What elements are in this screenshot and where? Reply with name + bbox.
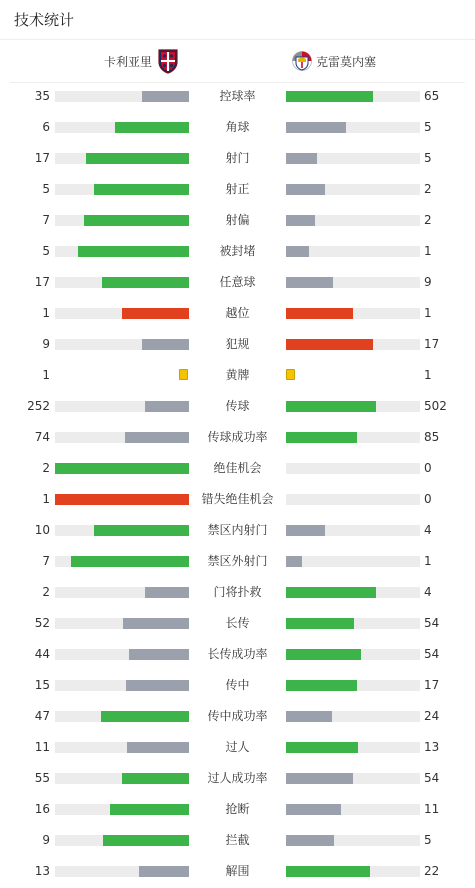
- away-bar-track: [286, 618, 420, 629]
- away-value: 54: [424, 616, 440, 630]
- home-bar-fill: [145, 401, 189, 412]
- away-bar-fill: [286, 866, 370, 877]
- stat-label: 任意球: [219, 275, 256, 289]
- home-bar-track: [55, 153, 189, 164]
- stat-label: 过人: [225, 740, 250, 754]
- away-bar-fill: [286, 556, 302, 567]
- home-bar-fill: [84, 215, 189, 226]
- home-value: 1: [42, 306, 50, 320]
- home-bar-fill: [102, 277, 189, 288]
- home-bar-fill: [86, 153, 189, 164]
- home-bar-track: [55, 649, 189, 660]
- home-bar-fill: [139, 866, 189, 877]
- home-bar-track: [55, 215, 189, 226]
- away-value: 65: [424, 89, 440, 103]
- away-bar-fill: [286, 587, 376, 598]
- away-team-name: 克雷莫内塞: [316, 54, 377, 69]
- away-value: 11: [424, 802, 440, 816]
- stat-row-shots-on-target: [0, 174, 475, 205]
- stat-label: 射门: [225, 151, 250, 165]
- away-bar-fill: [286, 308, 353, 319]
- away-bar-fill: [286, 122, 346, 133]
- home-bar-track: [55, 587, 189, 598]
- home-bar-fill: [78, 246, 189, 257]
- stat-row-offsides: [0, 298, 475, 329]
- away-bar-fill: [286, 215, 315, 226]
- home-value: 47: [34, 709, 50, 723]
- home-bar-fill: [123, 618, 189, 629]
- away-bar-track: [286, 246, 420, 257]
- home-bar-track: [55, 246, 189, 257]
- away-bar-fill: [286, 680, 357, 691]
- away-value: 4: [424, 585, 432, 599]
- stat-label: 禁区外射门: [207, 554, 268, 568]
- stat-label: 被封堵: [219, 244, 256, 258]
- home-value: 1: [42, 368, 50, 382]
- away-bar-fill: [286, 184, 325, 195]
- away-bar-fill: [286, 711, 332, 722]
- away-value: 22: [424, 864, 440, 878]
- stat-label: 过人成功率: [207, 771, 268, 785]
- away-value: 17: [424, 678, 440, 692]
- home-value: 55: [34, 771, 50, 785]
- away-value: 1: [424, 368, 432, 382]
- away-bar-track: [286, 680, 420, 691]
- away-bar-track: [286, 525, 420, 536]
- stat-row-clearances: [0, 856, 475, 887]
- home-value: 44: [34, 647, 50, 661]
- away-value: 4: [424, 523, 432, 537]
- stat-row-blocked: [0, 236, 475, 267]
- home-yellow-card-icon: [179, 369, 188, 380]
- home-value: 17: [34, 151, 50, 165]
- away-bar-track: [286, 91, 420, 102]
- home-bar-track: [55, 804, 189, 815]
- stat-row-big-chances-missed: [0, 484, 475, 515]
- home-bar-track: [55, 277, 189, 288]
- away-bar-track: [286, 277, 420, 288]
- away-value: 0: [424, 492, 432, 506]
- stat-label: 抢断: [225, 802, 250, 816]
- stat-label: 越位: [225, 306, 250, 320]
- home-bar-fill: [122, 308, 189, 319]
- away-bar-track: [286, 184, 420, 195]
- stat-row-free-kicks: [0, 267, 475, 298]
- stat-label: 角球: [225, 120, 250, 134]
- away-value: 2: [424, 213, 432, 227]
- stat-label: 控球率: [219, 89, 256, 103]
- away-bar-track: [286, 494, 420, 505]
- home-bar-track: [55, 339, 189, 350]
- page-title: 技术统计: [14, 11, 75, 29]
- away-value: 2: [424, 182, 432, 196]
- away-value: 17: [424, 337, 440, 351]
- home-bar-fill: [127, 742, 189, 753]
- home-bar-track: [55, 308, 189, 319]
- teams-header: [10, 40, 465, 83]
- stat-row-pass-accuracy: [0, 422, 475, 453]
- home-bar-fill: [122, 773, 189, 784]
- away-value: 0: [424, 461, 432, 475]
- page-header: [0, 0, 475, 40]
- stat-row-shots-off-target: [0, 205, 475, 236]
- stat-row-shots-outside-box: [0, 546, 475, 577]
- away-bar-track: [286, 463, 420, 474]
- home-bar-track: [55, 618, 189, 629]
- away-value: 5: [424, 151, 432, 165]
- home-value: 52: [34, 616, 50, 630]
- away-bar-fill: [286, 804, 341, 815]
- away-bar-track: [286, 432, 420, 443]
- away-bar-fill: [286, 742, 358, 753]
- home-bar-track: [55, 773, 189, 784]
- away-bar-track: [286, 866, 420, 877]
- home-value: 16: [34, 802, 50, 816]
- away-bar-fill: [286, 835, 334, 846]
- stat-label: 传球: [225, 399, 250, 413]
- away-value: 5: [424, 833, 432, 847]
- away-bar-fill: [286, 649, 361, 660]
- stat-label: 绝佳机会: [213, 461, 262, 475]
- home-bar-fill: [142, 339, 189, 350]
- home-bar-fill: [126, 680, 189, 691]
- stat-row-crosses: [0, 670, 475, 701]
- home-bar-track: [55, 463, 189, 474]
- home-value: 9: [42, 337, 50, 351]
- home-value: 6: [42, 120, 50, 134]
- home-bar-fill: [55, 494, 189, 505]
- away-value: 54: [424, 771, 440, 785]
- away-bar-track: [286, 215, 420, 226]
- home-value: 10: [34, 523, 50, 537]
- away-bar-fill: [286, 401, 376, 412]
- away-value: 502: [424, 399, 447, 413]
- stat-label: 错失绝佳机会: [201, 492, 274, 506]
- stat-label: 长传: [225, 616, 250, 630]
- away-bar-fill: [286, 277, 333, 288]
- cremonese-crest-icon: [292, 48, 312, 74]
- stat-row-shots: [0, 143, 475, 174]
- stat-row-big-chances: [0, 453, 475, 484]
- stat-row-yellow-cards: [0, 360, 475, 391]
- home-value: 13: [34, 864, 50, 878]
- stat-row-long-balls: [0, 608, 475, 639]
- away-bar-track: [286, 308, 420, 319]
- away-bar-track: [286, 587, 420, 598]
- away-bar-fill: [286, 339, 373, 350]
- stat-label: 黄牌: [225, 368, 250, 382]
- home-value: 9: [42, 833, 50, 847]
- home-bar-fill: [142, 91, 189, 102]
- home-value: 2: [42, 461, 50, 475]
- stat-label: 传中: [225, 678, 250, 692]
- home-value: 15: [34, 678, 50, 692]
- home-team[interactable]: [104, 40, 178, 82]
- home-bar-track: [55, 525, 189, 536]
- away-bar-track: [286, 401, 420, 412]
- away-value: 1: [424, 306, 432, 320]
- home-bar-track: [55, 680, 189, 691]
- stat-label: 传中成功率: [207, 709, 268, 723]
- away-value: 9: [424, 275, 432, 289]
- home-value: 1: [42, 492, 50, 506]
- home-bar-fill: [145, 587, 189, 598]
- stat-row-dribbles: [0, 732, 475, 763]
- home-value: 252: [27, 399, 50, 413]
- home-bar-track: [55, 866, 189, 877]
- home-value: 5: [42, 244, 50, 258]
- stat-label: 长传成功率: [207, 647, 268, 661]
- home-bar-track: [55, 184, 189, 195]
- away-value: 1: [424, 244, 432, 258]
- stat-label: 犯规: [225, 337, 250, 351]
- home-value: 17: [34, 275, 50, 289]
- stat-label: 门将扑救: [213, 585, 262, 599]
- stat-label: 射正: [225, 182, 250, 196]
- home-value: 35: [34, 89, 50, 103]
- home-bar-track: [55, 711, 189, 722]
- stat-row-passes: [0, 391, 475, 422]
- away-bar-fill: [286, 153, 317, 164]
- home-bar-track: [55, 432, 189, 443]
- home-value: 7: [42, 213, 50, 227]
- away-value: 54: [424, 647, 440, 661]
- away-bar-fill: [286, 432, 357, 443]
- away-bar-track: [286, 742, 420, 753]
- away-bar-track: [286, 649, 420, 660]
- home-value: 5: [42, 182, 50, 196]
- home-bar-track: [55, 556, 189, 567]
- home-bar-fill: [94, 184, 189, 195]
- stat-row-saves: [0, 577, 475, 608]
- stat-row-cross-accuracy: [0, 701, 475, 732]
- home-bar-fill: [55, 463, 189, 474]
- away-yellow-card-icon: [286, 369, 295, 380]
- stat-label: 禁区内射门: [207, 523, 268, 537]
- cagliari-crest-icon: [158, 48, 178, 74]
- away-bar-track: [286, 556, 420, 567]
- away-bar-track: [286, 339, 420, 350]
- home-bar-fill: [94, 525, 189, 536]
- away-bar-track: [286, 835, 420, 846]
- home-bar-fill: [125, 432, 189, 443]
- home-bar-fill: [115, 122, 189, 133]
- home-bar-fill: [71, 556, 189, 567]
- away-value: 24: [424, 709, 440, 723]
- stat-label: 传球成功率: [207, 430, 268, 444]
- home-value: 2: [42, 585, 50, 599]
- home-bar-fill: [103, 835, 189, 846]
- home-bar-track: [55, 122, 189, 133]
- stat-label: 射偏: [225, 213, 250, 227]
- away-bar-track: [286, 804, 420, 815]
- away-bar-fill: [286, 525, 325, 536]
- home-bar-track: [55, 742, 189, 753]
- away-bar-track: [286, 711, 420, 722]
- stat-label: 拦截: [225, 833, 250, 847]
- away-bar-fill: [286, 618, 354, 629]
- stat-row-possession: [0, 81, 475, 112]
- home-bar-track: [55, 835, 189, 846]
- away-bar-fill: [286, 91, 373, 102]
- home-value: 11: [34, 740, 50, 754]
- stat-label: 解围: [225, 864, 250, 878]
- home-bar-track: [55, 401, 189, 412]
- away-bar-track: [286, 122, 420, 133]
- home-bar-fill: [110, 804, 189, 815]
- away-value: 5: [424, 120, 432, 134]
- stat-row-long-ball-accuracy: [0, 639, 475, 670]
- away-value: 85: [424, 430, 440, 444]
- home-team-name: 卡利亚里: [103, 54, 152, 69]
- away-bar-track: [286, 773, 420, 784]
- stat-row-dribble-success: [0, 763, 475, 794]
- stat-row-tackles: [0, 794, 475, 825]
- away-value: 13: [424, 740, 440, 754]
- stats-list: [0, 81, 475, 887]
- stat-row-shots-inside-box: [0, 515, 475, 546]
- home-bar-fill: [101, 711, 189, 722]
- away-team[interactable]: [292, 40, 376, 82]
- away-bar-fill: [286, 773, 353, 784]
- home-bar-track: [55, 91, 189, 102]
- home-bar-fill: [129, 649, 189, 660]
- home-value: 7: [42, 554, 50, 568]
- stat-row-corners: [0, 112, 475, 143]
- stat-row-interceptions: [0, 825, 475, 856]
- away-bar-fill: [286, 246, 309, 257]
- away-bar-track: [286, 153, 420, 164]
- home-bar-track: [55, 494, 189, 505]
- home-value: 74: [34, 430, 50, 444]
- away-value: 1: [424, 554, 432, 568]
- stat-row-fouls: [0, 329, 475, 360]
